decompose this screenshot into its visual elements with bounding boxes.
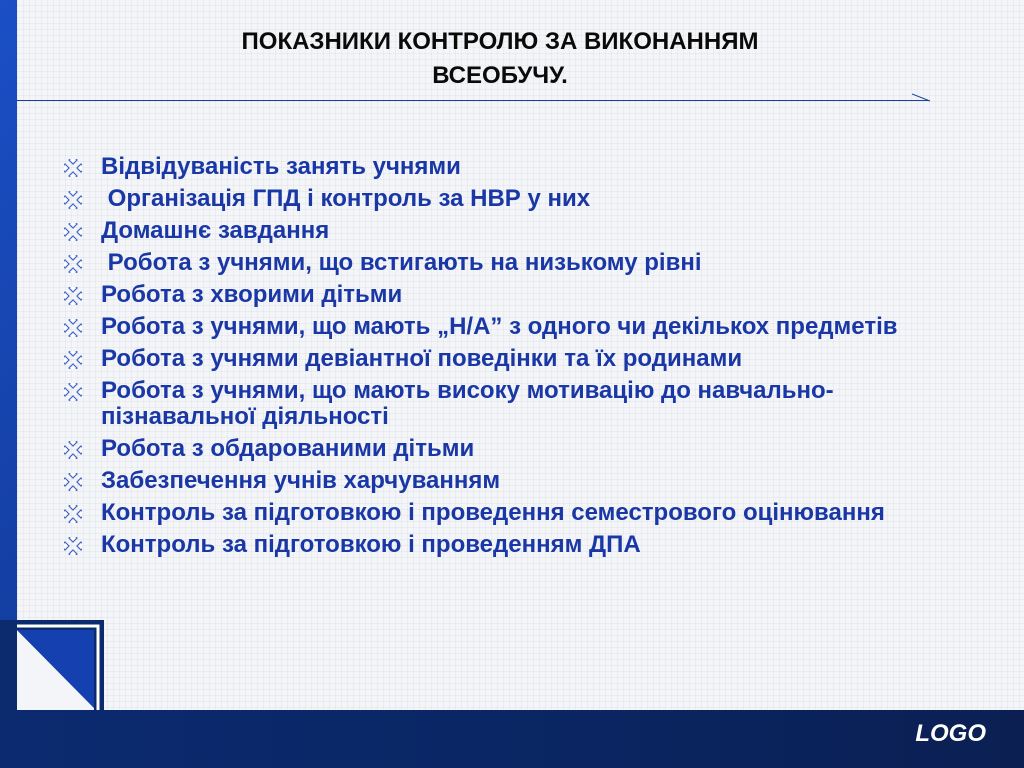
logo: LOGO [915,720,986,747]
bullet-text: Робота з хворими дітьми [101,281,403,308]
bullet-text: Відвідуваність занять учнями [101,153,461,180]
bullet-text: Контроль за підготовкою і проведенням ДПА [101,531,641,558]
bottom-bar [0,710,1024,768]
bullet-item [64,468,964,494]
bullet-item [64,532,964,558]
bullet-item [64,218,964,244]
diamond-bullet-icon [64,319,82,337]
diamond-bullet-icon [64,473,82,491]
bullet-text: Робота з учнями, що мають високу мотивацію до навчально-пізнавальної діяльності [101,377,834,430]
bullet-text: Робота з учнями девіантної поведінки та їх родинами [101,345,743,372]
bullet-item [64,378,964,430]
bullet-text: Забезпечення учнів харчуванням [101,467,501,494]
bullet-item [64,282,964,308]
bullet-list [64,154,964,564]
bullet-item [64,314,964,340]
bullet-item [64,346,964,372]
bullet-item [64,154,964,180]
diamond-bullet-icon [64,287,82,305]
diamond-bullet-icon [64,255,82,273]
bullet-text: Робота з учнями, що встигають на низькому рівні [101,249,702,276]
diamond-bullet-icon [64,537,82,555]
bullet-item [64,250,964,276]
diamond-bullet-icon [64,223,82,241]
diamond-bullet-icon [64,441,82,459]
title-line-2: ВСЕОБУЧУ. [432,62,568,89]
slide-title [60,25,940,93]
title-underline [17,100,929,101]
bullet-text: Домашнє завдання [101,217,330,244]
bullet-item [64,186,964,212]
diamond-bullet-icon [64,505,82,523]
bullet-text: Робота з обдарованими дітьми [101,435,475,462]
bullet-item [64,436,964,462]
diamond-bullet-icon [64,159,82,177]
diamond-bullet-icon [64,191,82,209]
title-underline-tip [912,93,932,103]
diamond-bullet-icon [64,383,82,401]
bullet-item [64,500,964,526]
bullet-text: Контроль за підготовкою і проведення семестрового оцінювання [101,499,885,526]
bullet-text: Організація ГПД і контроль за НВР у них [101,185,591,212]
bullet-text: Робота з учнями, що мають „Н/А” з одного чи декількох предметів [101,313,898,340]
title-line-1: ПОКАЗНИКИ КОНТРОЛЮ ЗА ВИКОНАННЯМ [241,28,759,55]
diamond-bullet-icon [64,351,82,369]
